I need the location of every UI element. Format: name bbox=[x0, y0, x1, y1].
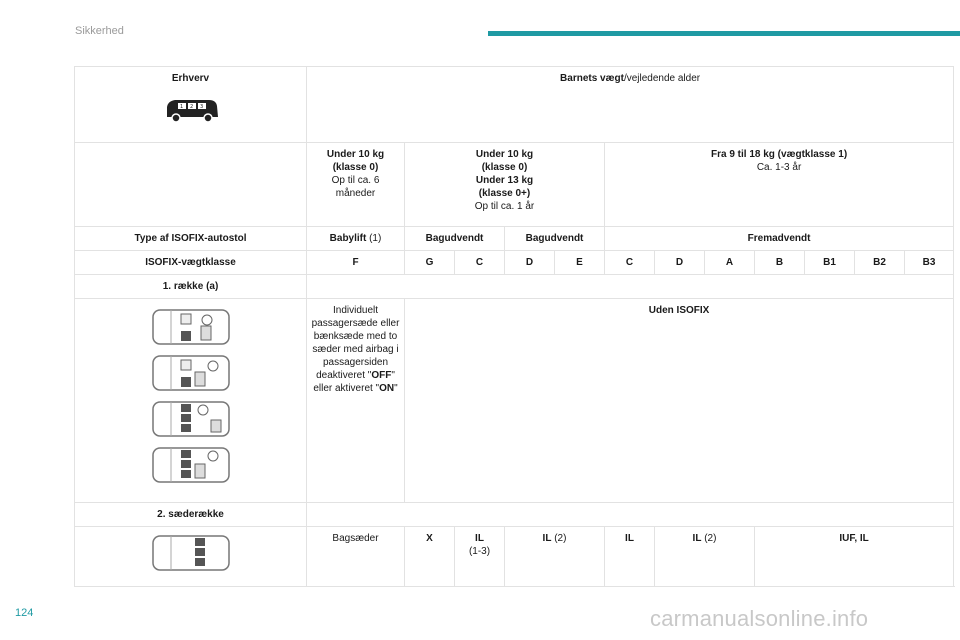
car-top-view-icon bbox=[151, 532, 231, 574]
van-side-icon bbox=[77, 97, 304, 125]
front-seat-desc-text: " eller aktiveret " bbox=[313, 370, 395, 394]
front-seat-desc-text: Individuelt passagersæde eller bænksæde med to sæder med airbag i passagersiden deaktiveret " bbox=[311, 305, 400, 381]
airbag-on-label: ON bbox=[379, 383, 395, 394]
size-class: B bbox=[755, 251, 805, 275]
child-weight-rest: /vejledende alder bbox=[623, 73, 701, 84]
weight-line: Under 10 kg bbox=[326, 149, 385, 160]
rear-seat-value bbox=[505, 527, 605, 587]
rear-seat-value: IUF, IL bbox=[755, 527, 954, 587]
front-seat-desc-text: " bbox=[394, 383, 398, 394]
svg-text:3: 3 bbox=[199, 104, 203, 110]
age-line: Ca. 1-3 år bbox=[756, 162, 802, 173]
age-line: Op til ca. 1 år bbox=[474, 201, 535, 212]
rear-seat-value-bold: IL bbox=[542, 533, 552, 544]
rear-seat-diagram bbox=[75, 527, 307, 587]
svg-text:1: 1 bbox=[179, 104, 183, 110]
isofix-type-label: Type af ISOFIX-autostol bbox=[75, 227, 307, 251]
watermark: carmanualsonline.info bbox=[650, 606, 869, 631]
weight-class-0plus-cell bbox=[405, 143, 605, 227]
front-seat-description bbox=[307, 299, 405, 503]
isofix-class-label: ISOFIX-vægtklasse bbox=[75, 251, 307, 275]
vehicle-type-cell bbox=[75, 67, 307, 143]
car-top-view-icon bbox=[151, 306, 231, 348]
babylift-label: Babylift bbox=[329, 233, 367, 244]
rear-seat-value bbox=[455, 527, 505, 587]
rear-seat-value-bold: IL bbox=[475, 533, 484, 544]
size-class: G bbox=[405, 251, 455, 275]
vehicle-type-label: Erhverv bbox=[171, 73, 210, 84]
rear-seat-value-note: (2) bbox=[551, 533, 567, 544]
empty-cell bbox=[307, 503, 954, 527]
rear-seat-value: IL bbox=[605, 527, 655, 587]
size-class: A bbox=[705, 251, 755, 275]
child-weight-bold: Barnets vægt bbox=[560, 73, 624, 84]
car-top-view-icon bbox=[151, 398, 231, 440]
weight-line: Under 13 kg bbox=[475, 175, 534, 186]
rear-seat-value-note: (2) bbox=[701, 533, 717, 544]
rear-facing-label: Bagudvendt bbox=[505, 227, 605, 251]
rear-seat-value-bold: IL bbox=[692, 533, 702, 544]
size-class: D bbox=[655, 251, 705, 275]
airbag-off-label: OFF bbox=[371, 370, 392, 381]
rear-seat-value: X bbox=[405, 527, 455, 587]
svg-text:2: 2 bbox=[189, 104, 193, 110]
rear-seat-label: Bagsæder bbox=[307, 527, 405, 587]
weight-line: (klasse 0) bbox=[332, 162, 379, 173]
car-top-view-icon bbox=[151, 444, 231, 486]
size-class: B2 bbox=[855, 251, 905, 275]
front-seat-diagrams bbox=[75, 299, 307, 503]
rear-seat-value-note: (1-3) bbox=[468, 546, 491, 557]
front-seat-isofix-value: Uden ISOFIX bbox=[405, 299, 954, 503]
weight-line: Fra 9 til 18 kg (vægtklasse 1) bbox=[710, 149, 848, 160]
empty-cell bbox=[307, 275, 954, 299]
size-class: D bbox=[505, 251, 555, 275]
weight-class-1-cell bbox=[605, 143, 954, 227]
weight-line: Under 10 kg bbox=[475, 149, 534, 160]
rear-seat-value bbox=[655, 527, 755, 587]
size-class: E bbox=[555, 251, 605, 275]
babylift-cell bbox=[307, 227, 405, 251]
weight-line: (klasse 0+) bbox=[478, 188, 531, 199]
row-heading-second: 2. sæderække bbox=[75, 503, 307, 527]
age-line: måneder bbox=[335, 188, 376, 199]
page-number: 124 bbox=[15, 607, 34, 619]
size-class: C bbox=[605, 251, 655, 275]
weight-line: (klasse 0) bbox=[481, 162, 528, 173]
babylift-note: (1) bbox=[366, 233, 382, 244]
size-class: B1 bbox=[805, 251, 855, 275]
isofix-table bbox=[74, 66, 954, 587]
size-class: B3 bbox=[905, 251, 954, 275]
size-class: F bbox=[307, 251, 405, 275]
child-weight-header bbox=[307, 67, 954, 143]
row-heading-front: 1. række (a) bbox=[75, 275, 307, 299]
age-line: Op til ca. 6 bbox=[331, 175, 380, 186]
section-title: Sikkerhed bbox=[75, 25, 124, 37]
rear-facing-label: Bagudvendt bbox=[405, 227, 505, 251]
header-accent-bar bbox=[488, 31, 960, 36]
forward-facing-label: Fremadvendt bbox=[605, 227, 954, 251]
car-top-view-icon bbox=[151, 352, 231, 394]
weight-class-0-cell bbox=[307, 143, 405, 227]
size-class: C bbox=[455, 251, 505, 275]
empty-cell bbox=[75, 143, 307, 227]
